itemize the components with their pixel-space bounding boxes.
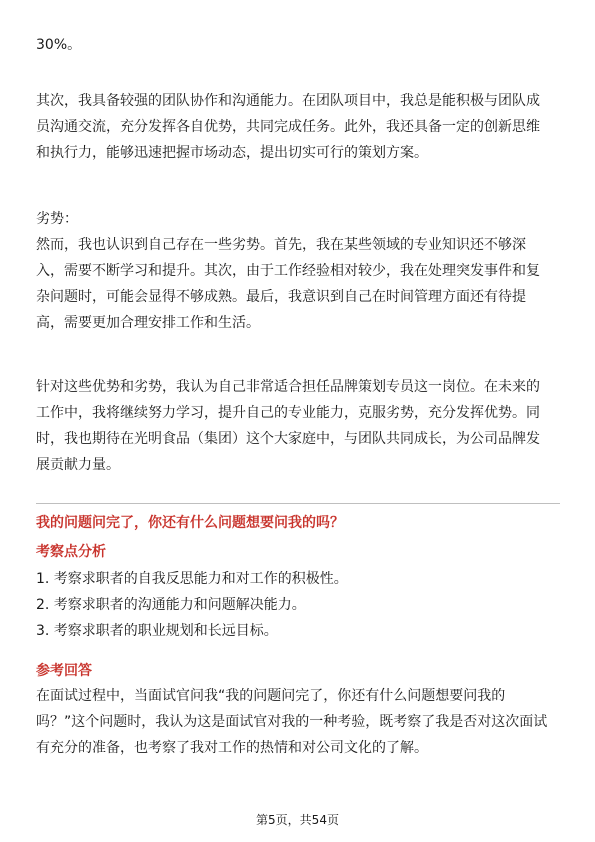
text-line: 在面试过程中，当面试官问我“我的问题问完了，你还有什么问题想要问我的 [36,688,506,704]
list-item: 1. 考察求职者的自我反思能力和对工作的积极性。 [36,571,348,587]
text-line: 时，我也期待在光明食品（集团）这个大家庭中，与团队共同成长，为公司品牌发 [36,431,540,447]
text-line: 工作中，我将继续努力学习，提升自己的专业能力，克服劣势，充分发挥优势。同 [36,405,540,421]
weakness-label [36,206,562,232]
text-line: 展贡献力量。 [36,457,120,473]
question-title: 我的问题问完了，你还有什么问题想要问我的吗？ [36,515,344,531]
text-line: 吗？”这个问题时，我认为这是面试官对我的一种考验，既考察了我是否对这次面试 [36,714,548,730]
paragraph-conclusion [36,374,562,478]
paragraph-weakness [36,232,562,336]
text-line: 然而，我也认识到自己存在一些劣势。首先，我在某些领域的专业知识还不够深 [36,237,526,253]
analysis-list [36,566,562,644]
text-line: 员沟通交流，充分发挥各自优势，共同完成任务。此外，我还具备一定的创新思维 [36,119,540,135]
paragraph-intro [36,32,562,58]
page-number: 第5页，共54页 [256,813,339,827]
list-item: 2. 考察求职者的沟通能力和问题解决能力。 [36,597,306,613]
text-line: 30%。 [36,37,82,53]
answer-heading: 参考回答 [36,663,92,679]
list-item: 3. 考察求职者的职业规划和长远目标。 [36,623,278,639]
text-line: 其次，我具备较强的团队协作和沟通能力。在团队项目中，我总是能积极与团队成 [36,93,540,109]
text-line: 有充分的准备，也考察了我对工作的热情和对公司文化的了解。 [36,740,428,756]
paragraph-answer [36,683,562,761]
text-line: 劣势： [36,211,78,227]
paragraph-teamwork [36,88,562,166]
section-divider [36,503,560,504]
text-line: 高，需要更加合理安排工作和生活。 [36,315,260,331]
text-line: 和执行力，能够迅速把握市场动态，提出切实可行的策划方案。 [36,145,428,161]
text-line: 针对这些优势和劣势，我认为自己非常适合担任品牌策划专员这一岗位。在未来的 [36,379,540,395]
text-line: 杂问题时，可能会显得不够成熟。最后，我意识到自己在时间管理方面还有待提 [36,289,526,305]
analysis-heading: 考察点分析 [36,544,106,560]
text-line: 入，需要不断学习和提升。其次，由于工作经验相对较少，我在处理突发事件和复 [36,263,540,279]
